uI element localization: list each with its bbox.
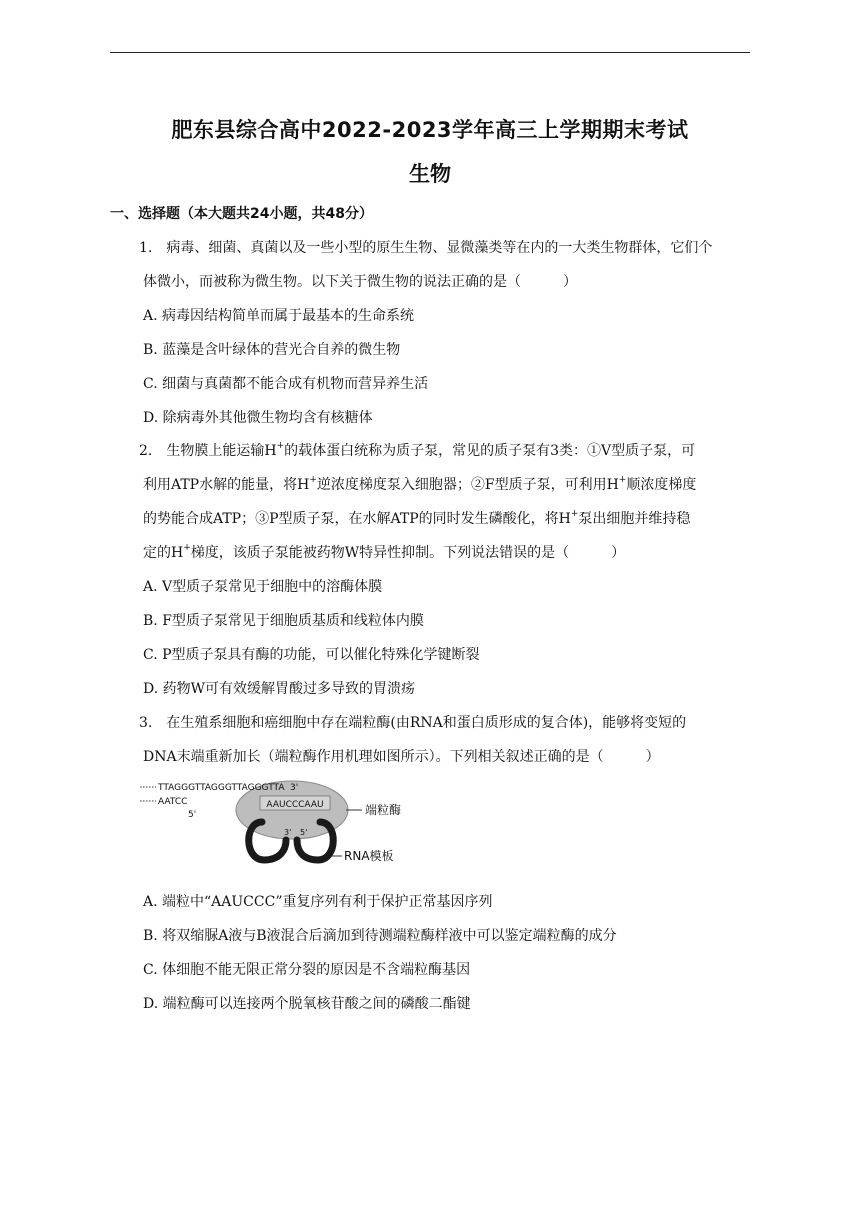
telomerase-diagram xyxy=(140,772,440,872)
q1-stem-line2: 体微小，而被称为微生物。以下关于微生物的说法正确的是（ ） xyxy=(143,274,577,290)
q2-option-d: D. 药物W可有效缓解胃酸过多导致的胃溃疡 xyxy=(143,681,416,697)
dna-top-strand: TTAGGGTTAGGGTTAGGGTTA xyxy=(158,783,285,793)
q1-stem-line1: 1. 病毒、细菌、真菌以及一些小型的原生生物、显微藻类等在内的一大类生物群体，它们个 xyxy=(139,240,713,256)
telomerase-label: 端粒酶 xyxy=(365,803,402,817)
dna-bottom-5-prime: 5' xyxy=(188,810,197,820)
q2-option-b: B. F型质子泵常见于细胞质基质和线粒体内膜 xyxy=(143,613,424,629)
q3-option-c: C. 体细胞不能无限正常分裂的原因是不含端粒酶基因 xyxy=(143,962,471,978)
q1-option-c: C. 细菌与真菌都不能合成有机物而营异养生活 xyxy=(143,376,429,392)
rna-template-label: RNA模板 xyxy=(344,849,394,863)
q3-option-b: B. 将双缩脲A液与B液混合后滴加到待测端粒酶样液中可以鉴定端粒酶的成分 xyxy=(143,928,617,944)
dna-bottom-strand: AATCC xyxy=(158,797,188,807)
subject-title: 生物 xyxy=(409,162,451,186)
rna-sequence-label: AAUCCCAAU xyxy=(266,800,324,810)
q2-stem-line2: 利用ATP水解的能量，将H+逆浓度梯度泵入细胞器；②F型质子泵，可利用H+顺浓度梯度 xyxy=(143,475,697,493)
rna-3-prime: 3' xyxy=(284,828,292,837)
q3-option-a: A. 端粒中“AAUCCC”重复序列有利于保护正常基因序列 xyxy=(143,894,493,910)
exam-title: 肥东县综合高中2022-2023学年高三上学期期末考试 xyxy=(171,118,689,142)
q2-stem-line3: 的势能合成ATP；③P型质子泵，在水解ATP的同时发生磷酸化，将H+泵出细胞并维持稳 xyxy=(143,509,691,527)
header-rule xyxy=(110,52,750,53)
q3-stem-line2: DNA末端重新加长（端粒酶作用机理如图所示）。下列相关叙述正确的是（ ） xyxy=(143,749,660,765)
q2-option-a: A. V型质子泵常见于细胞中的溶酶体膜 xyxy=(143,579,383,595)
q3-option-d: D. 端粒酶可以连接两个脱氧核苷酸之间的磷酸二酯键 xyxy=(143,996,471,1012)
q2-stem-line1: 2. 生物膜上能运输H+的载体蛋白统称为质子泵，常见的质子泵有3类：①V型质子泵，可 xyxy=(139,441,696,459)
q2-option-c: C. P型质子泵具有酶的功能，可以催化特殊化学键断裂 xyxy=(143,647,480,663)
q1-option-b: B. 蓝藻是含叶绿体的营光合自养的微生物 xyxy=(143,342,401,358)
q1-option-a: A. 病毒因结构简单而属于最基本的生命系统 xyxy=(143,308,415,324)
q1-option-d: D. 除病毒外其他微生物均含有核糖体 xyxy=(143,410,373,426)
q3-stem-line1: 3. 在生殖系细胞和癌细胞中存在端粒酶(由RNA和蛋白质形成的复合体)，能够将变短的 xyxy=(139,715,687,731)
rna-5-prime: 5' xyxy=(300,828,308,837)
q2-stem-line4: 定的H+梯度，该质子泵能被药物W特异性抑制。下列说法错误的是（ ） xyxy=(143,543,626,561)
section-heading: 一、选择题（本大题共24小题，共48分） xyxy=(110,206,373,222)
dna-top-3-prime: 3' xyxy=(290,783,299,793)
